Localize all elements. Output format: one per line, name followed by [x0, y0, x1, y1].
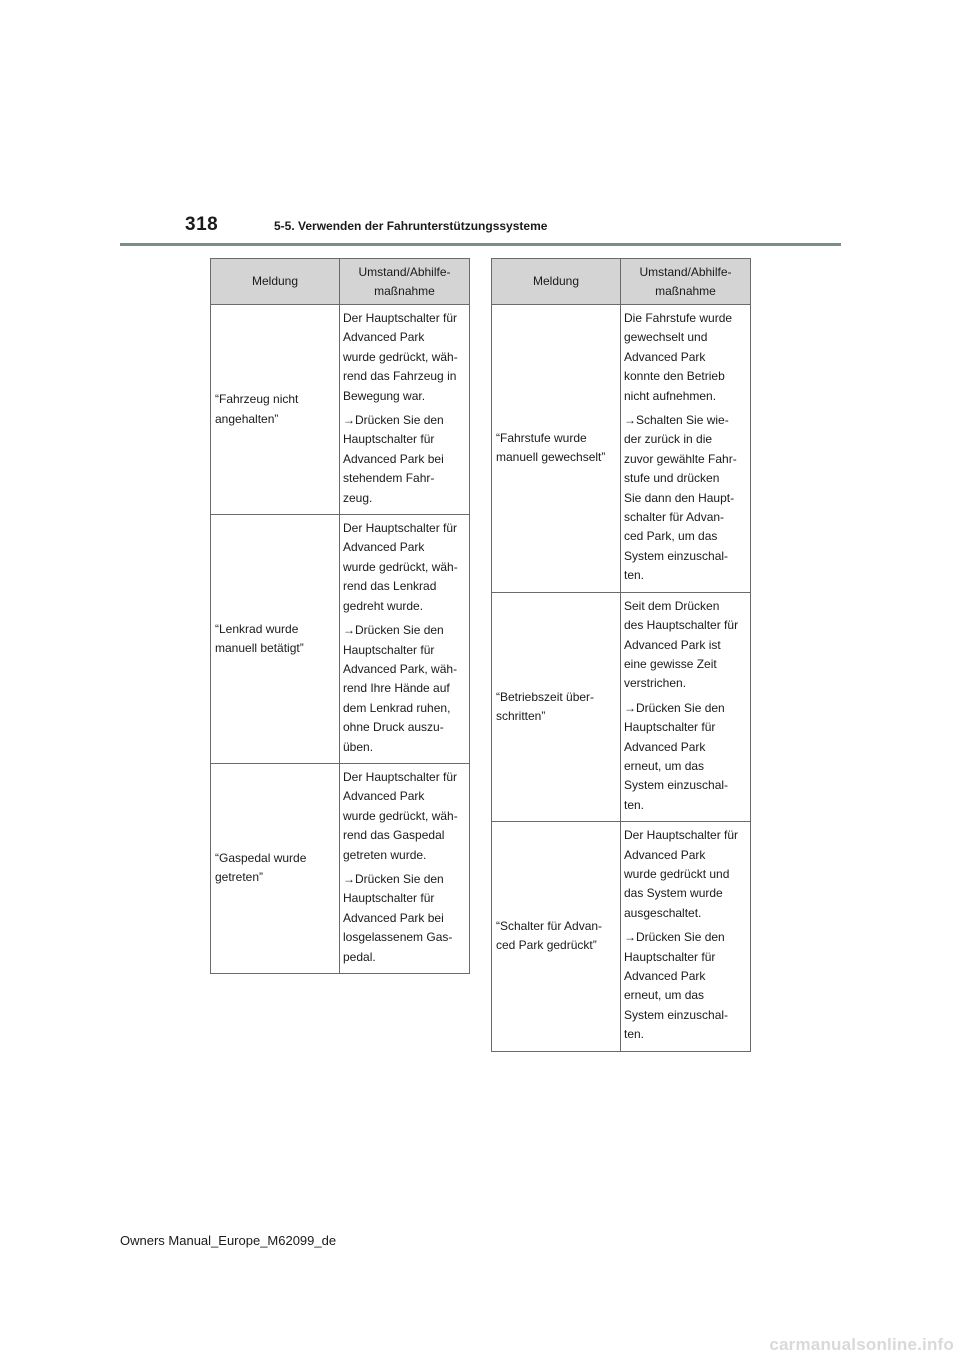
table-row: [211, 763, 470, 973]
remedy-cell: [340, 763, 470, 973]
circumstance-text: Der Hauptschalter für Advanced Park wurde gedrückt, wäh- rend das Lenkrad gedreht wurde.: [343, 521, 458, 613]
message-line: ced Park gedrückt”: [496, 938, 597, 953]
message-line: “Fahrzeug nicht: [215, 392, 299, 407]
remedy-cell: [340, 515, 470, 764]
message-table-left: [210, 258, 470, 974]
message-cell: [492, 822, 621, 1051]
column-header-remedy-line1: Umstand/Abhilfe-: [639, 264, 732, 279]
table-row: [492, 305, 751, 593]
message-line: “Schalter für Advan-: [496, 918, 603, 933]
remedy-text: →Drücken Sie den Hauptschalter für Advanced Park bei losgelassenem Gas- pedal.: [343, 871, 453, 964]
column-header-remedy: [621, 259, 751, 305]
table-header-row: [211, 259, 470, 305]
table-row: [492, 822, 751, 1051]
message-line: angehalten”: [215, 411, 279, 426]
remedy-cell: [340, 305, 470, 515]
column-header-remedy: [340, 259, 470, 305]
column-header-message: Meldung: [492, 259, 621, 305]
message-line: “Gaspedal wurde: [215, 851, 307, 866]
message-cell: [211, 763, 340, 973]
message-line: “Lenkrad wurde: [215, 621, 299, 636]
remedy-cell: [621, 305, 751, 593]
section-title: 5-5. Verwenden der Fahrunterstützungssysteme: [274, 219, 548, 233]
message-line: “Fahrstufe wurde: [496, 430, 587, 445]
circumstance-text: Der Hauptschalter für Advanced Park wurde gedrückt und das System wurde ausgeschaltet.: [624, 828, 739, 920]
message-table-right: [491, 258, 751, 1052]
table-header-row: [492, 259, 751, 305]
circumstance-text: Der Hauptschalter für Advanced Park wurde gedrückt, wäh- rend das Fahrzeug in Bewegung war.: [343, 311, 458, 403]
message-line: getreten”: [215, 870, 264, 885]
column-header-message: Meldung: [211, 259, 340, 305]
column-header-remedy-line2: maßnahme: [374, 283, 435, 298]
message-cell: [492, 305, 621, 593]
column-header-remedy-line1: Umstand/Abhilfe-: [358, 264, 451, 279]
message-line: manuell gewechselt”: [496, 450, 606, 465]
remedy-cell: [621, 592, 751, 821]
column-header-remedy-line2: maßnahme: [655, 283, 716, 298]
circumstance-text: Der Hauptschalter für Advanced Park wurde gedrückt, wäh- rend das Gaspedal getreten wurde.: [343, 769, 458, 862]
message-cell: [211, 305, 340, 515]
page-number: 318: [185, 214, 219, 235]
circumstance-text: Seit dem Drücken des Hauptschalter für Advanced Park ist eine gewisse Zeit verstrichen.: [624, 598, 739, 691]
table-row: [211, 515, 470, 764]
header-divider: [120, 243, 841, 246]
message-line: manuell betätigt”: [215, 641, 304, 655]
circumstance-text: Die Fahrstufe wurde gewechselt und Advanced Park konnte den Betrieb nicht aufnehmen.: [624, 311, 733, 403]
message-line: “Betriebszeit über-: [496, 689, 595, 704]
table-row: [492, 592, 751, 821]
remedy-text: →Drücken Sie den Hauptschalter für Advanced Park erneut, um das System einzuschal- ten.: [624, 930, 729, 1042]
message-cell: [211, 515, 340, 764]
footer-document-id: Owners Manual_Europe_M62099_de: [120, 1233, 337, 1248]
table-row: [211, 305, 470, 515]
remedy-text: →Drücken Sie den Hauptschalter für Advanced Park, wäh- rend Ihre Hände auf dem Lenkrad ruhen, ohne Druck auszu- üben.: [343, 623, 458, 754]
watermark: carmanualsonline.info: [769, 1335, 954, 1354]
remedy-text: →Drücken Sie den Hauptschalter für Advanced Park bei stehendem Fahr- zeug.: [343, 413, 444, 505]
remedy-text: →Drücken Sie den Hauptschalter für Advanced Park erneut, um das System einzuschal- ten.: [624, 700, 729, 812]
message-line: schritten”: [496, 708, 546, 723]
remedy-text: →Schalten Sie wie- der zurück in die zuvor gewählte Fahr- stufe und drücken Sie dann den Haupt- schalter für Advan- ced Park, um das System einzuschal- ten.: [624, 413, 737, 583]
message-cell: [492, 592, 621, 821]
remedy-cell: [621, 822, 751, 1051]
